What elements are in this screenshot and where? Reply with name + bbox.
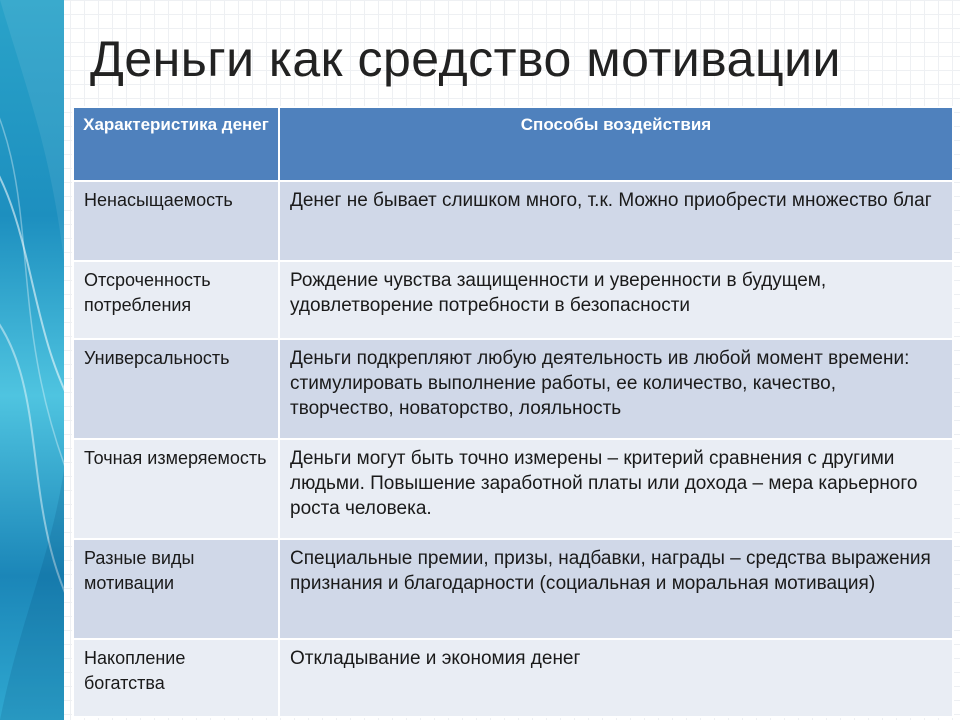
cell-influence: Специальные премии, призы, надбавки, награды – средства выражения признания и благодарности (социальная и моральная мотивация) <box>279 539 953 639</box>
cell-characteristic: Накопление богатства <box>73 639 279 717</box>
cell-influence: Деньги могут быть точно измерены – критерий сравнения с другими людьми. Повышение заработной платы или дохода – мера карьерного роста человека. <box>279 439 953 539</box>
table-row <box>73 639 953 717</box>
cell-influence: Деньги подкрепляют любую деятельность ив любой момент времени: стимулировать выполнение работы, ее количество, качество, творчество, новаторство, лояльность <box>279 339 953 439</box>
cell-characteristic: Разные виды мотивации <box>73 539 279 639</box>
decorative-sidebar <box>0 0 64 720</box>
table-row <box>73 339 953 439</box>
table-row <box>73 539 953 639</box>
cell-influence: Денег не бывает слишком много, т.к. Можно приобрести множество благ <box>279 181 953 261</box>
slide-title: Деньги как средство мотивации <box>90 31 841 87</box>
header-characteristic: Характеристика денег <box>73 107 279 181</box>
cell-characteristic: Точная измеряемость <box>73 439 279 539</box>
motivation-table <box>72 106 954 718</box>
cell-characteristic: Ненасыщаемость <box>73 181 279 261</box>
table-row <box>73 181 953 261</box>
table-row <box>73 439 953 539</box>
cell-characteristic: Универсальность <box>73 339 279 439</box>
wave-decoration <box>0 0 64 720</box>
cell-influence: Рождение чувства защищенности и уверенности в будущем, удовлетворение потребности в безопасности <box>279 261 953 339</box>
header-influence: Способы воздействия <box>279 107 953 181</box>
cell-characteristic: Отсроченность потребления <box>73 261 279 339</box>
cell-influence: Откладывание и экономия денег <box>279 639 953 717</box>
table-header-row <box>73 107 953 181</box>
table-row <box>73 261 953 339</box>
